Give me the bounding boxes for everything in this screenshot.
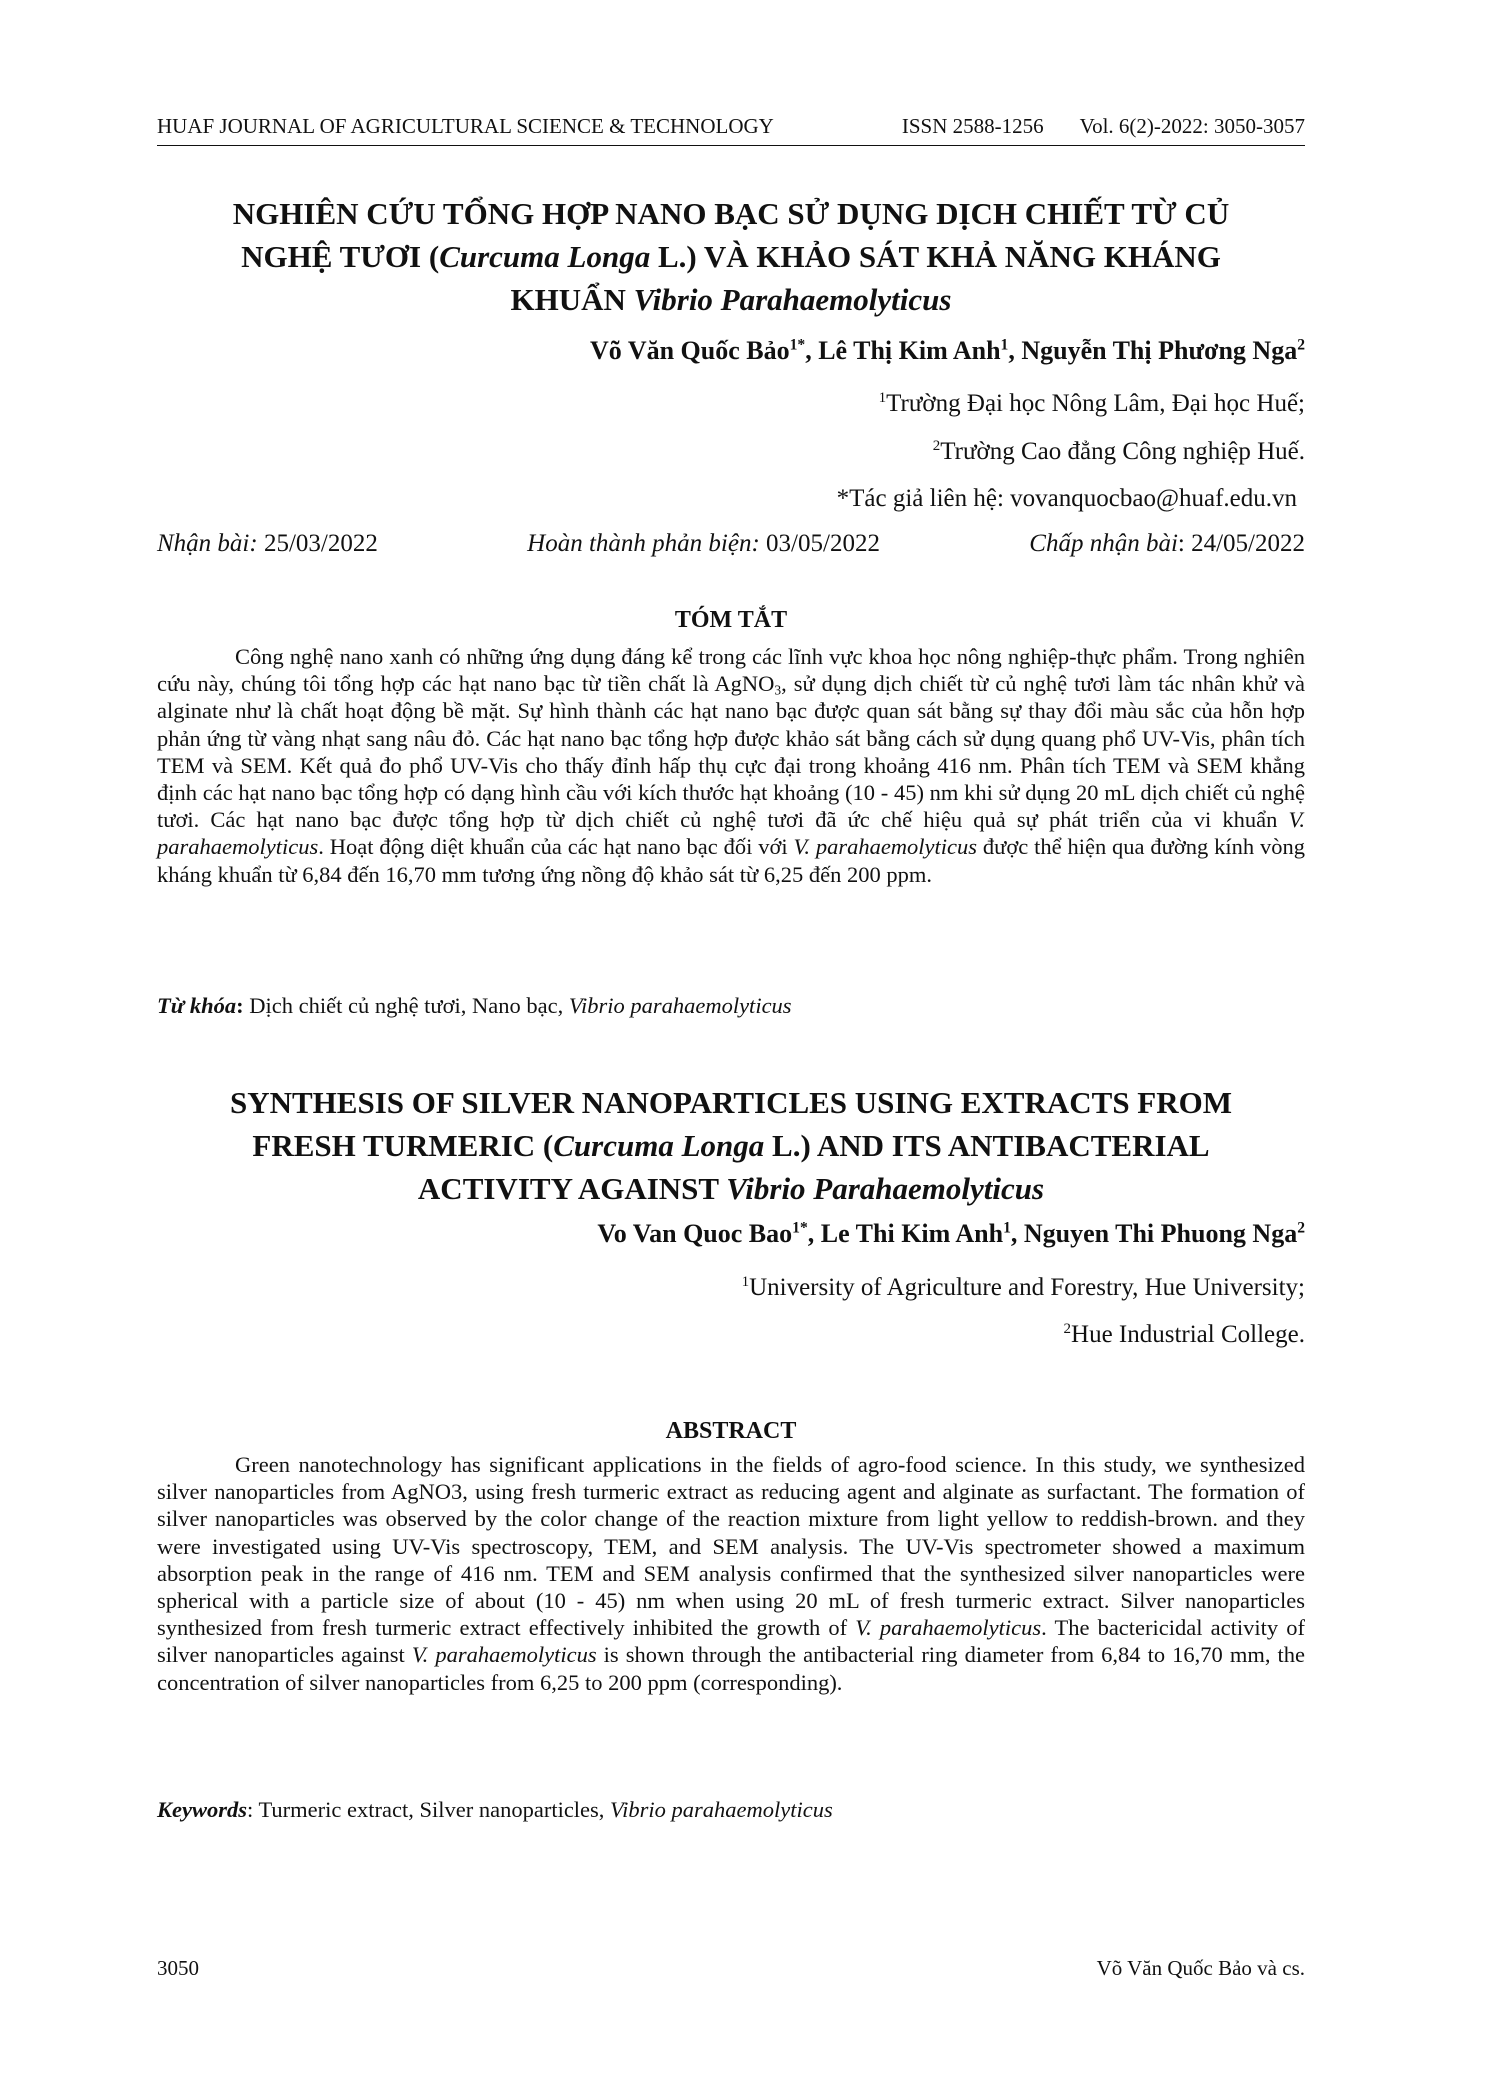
- keywords-vietnamese: Từ khóa: Dịch chiết củ nghệ tươi, Nano bạc, Vibrio parahaemolyticus: [157, 993, 792, 1018]
- title-en-line-3: ACTIVITY AGAINST Vibrio Parahaemolyticus: [417, 1171, 1045, 1206]
- journal-issn: ISSN 2588-1256: [901, 114, 1044, 138]
- author-1: Vo Van Quoc Bao: [597, 1219, 793, 1248]
- title-vi-line-3: KHUẨN Vibrio Parahaemolyticus: [510, 282, 952, 317]
- running-header: [157, 114, 1305, 146]
- title-en-line-1: SYNTHESIS OF SILVER NANOPARTICLES USING EXTRACTS FROM: [229, 1085, 1233, 1120]
- abstract-vietnamese: Công nghệ nano xanh có những ứng dụng đáng kể trong các lĩnh vực khoa học nông nghiệp-thực phẩm. Trong nghiên cứu này, chúng tôi tổng hợp các hạt nano bạc từ tiền chất là AgNO$_3$, sử dụng dịch chiết từ củ nghệ tươi làm tác nhân khử và alginate như là chất hoạt động bề mặt. Sự hình thành các hạt nano bạc được quan sát bằng sự thay đổi màu sắc của hỗn hợp phản ứng từ vàng nhạt sang nâu đỏ. Các hạt nano bạc tổng hợp được khảo sát bằng cách sử dụng quang phổ UV-Vis, phân tích TEM và SEM. Kết quả đo phổ UV-Vis cho thấy đỉnh hấp thụ cực đại trong khoảng 416 nm. Phân tích TEM và SEM khẳng định các hạt nano bạc tổng hợp có dạng hình cầu với kích thước hạt khoảng (10 - 45) nm khi sử dụng 20 mL dịch chiết củ nghệ tươi. Các hạt nano bạc được tổng hợp từ dịch chiết củ nghệ tươi đã ức chế hiệu quả sự phát triển của vi khuẩn V. parahaemolyticus. Hoạt động diệt khuẩn của các hạt nano bạc đối với V. parahaemolyticus được thể hiện qua đường kính vòng kháng khuẩn từ 6,84 đến 16,70 mm tương ứng nồng độ khảo sát từ 6,25 đến 200 ppm.: [157, 644, 1305, 887]
- page-number: 3050: [157, 1956, 199, 1980]
- abstract-heading-vi: TÓM TẮT: [674, 607, 788, 633]
- paper-page: [157, 0, 1305, 2087]
- author-1: Võ Văn Quốc Bảo: [590, 336, 790, 365]
- author-2: Lê Thị Kim Anh: [818, 336, 1001, 365]
- title-vietnamese: [157, 192, 1305, 321]
- abstract-heading-en: ABSTRACT: [665, 1418, 797, 1444]
- title-english: [157, 1081, 1305, 1210]
- received-date: Nhận bài: 25/03/2022: [157, 530, 378, 557]
- abstract-english: Green nanotechnology has significant applications in the fields of agro-food science. In this study, we synthesized silver nanoparticles from AgNO3, using fresh turmeric extract as reducing agent and alginate as surfactant. The formation of silver nanoparticles was observed by the color change of the reaction mixture from light yellow to reddish-brown. and they were investigated using UV-Vis spectroscopy, TEM, and SEM analysis. The UV-Vis spectrometer showed a maximum absorption peak in the range of 416 nm. TEM and SEM analysis confirmed that the synthesized silver nanoparticles were spherical with a particle size of about (10 - 45) nm when using 20 mL of fresh turmeric extract. Silver nanoparticles synthesized from fresh turmeric extract effectively inhibited the growth of V. parahaemolyticus. The bactericidal activity of silver nanoparticles against V. parahaemolyticus is shown through the antibacterial ring diameter from 6,84 to 16,70 mm, the concentration of silver nanoparticles from 6,25 to 200 ppm (corresponding).: [157, 1452, 1305, 1695]
- affiliation-vi-1: $^1$Trường Đại học Nông Lâm, Đại học Huế;: [878, 390, 1305, 417]
- author-3: Nguyen Thi Phuong Nga: [1023, 1219, 1298, 1248]
- affiliation-vi-2: $^2$Trường Cao đẳng Công nghiệp Huế.: [932, 438, 1305, 465]
- title-vi-line-2: NGHỆ TƯƠI (Curcuma Longa L.) VÀ KHẢO SÁT KHẢ NĂNG KHÁNG: [241, 239, 1221, 274]
- title-vi-line-1: NGHIÊN CỨU TỔNG HỢP NANO BẠC SỬ DỤNG DỊCH CHIẾT TỪ CỦ: [232, 196, 1230, 231]
- title-en-line-2: FRESH TURMERIC (Curcuma Longa L.) AND ITS ANTIBACTERIAL: [252, 1128, 1210, 1163]
- keywords-english: Keywords: Turmeric extract, Silver nanoparticles, Vibrio parahaemolyticus: [157, 1797, 833, 1822]
- journal-volume: Vol. 6(2)-2022: 3050-3057: [1079, 114, 1305, 138]
- affiliation-en-2: $^2$Hue Industrial College.: [1063, 1321, 1305, 1348]
- revised-date: Hoàn thành phản biện: 03/05/2022: [527, 530, 880, 557]
- footer-authors: Võ Văn Quốc Bảo và cs.: [1096, 1956, 1305, 1980]
- affiliation-en-1: $^1$University of Agriculture and Forestry, Hue University;: [741, 1274, 1305, 1301]
- authors-vietnamese: Võ Văn Quốc Bảo$^{1*}$, Lê Thị Kim Anh$^1$, Nguyễn Thị Phương Nga$^2$: [590, 336, 1305, 365]
- authors-english: Vo Van Quoc Bao$^{1*}$, Le Thi Kim Anh$^1$, Nguyen Thi Phuong Nga$^2$: [597, 1219, 1305, 1248]
- author-2: Le Thi Kim Anh: [820, 1219, 1004, 1248]
- article-dates: [157, 530, 1305, 558]
- journal-name: HUAF JOURNAL OF AGRICULTURAL SCIENCE & TECHNOLOGY: [157, 114, 774, 138]
- accepted-date: Chấp nhận bài: 24/05/2022: [1029, 530, 1305, 557]
- page-footer: [157, 1956, 1305, 1981]
- corresponding-author-contact: *Tác giả liên hệ: vovanquocbao@huaf.edu.vn: [836, 485, 1297, 512]
- author-3: Nguyễn Thị Phương Nga: [1021, 336, 1298, 365]
